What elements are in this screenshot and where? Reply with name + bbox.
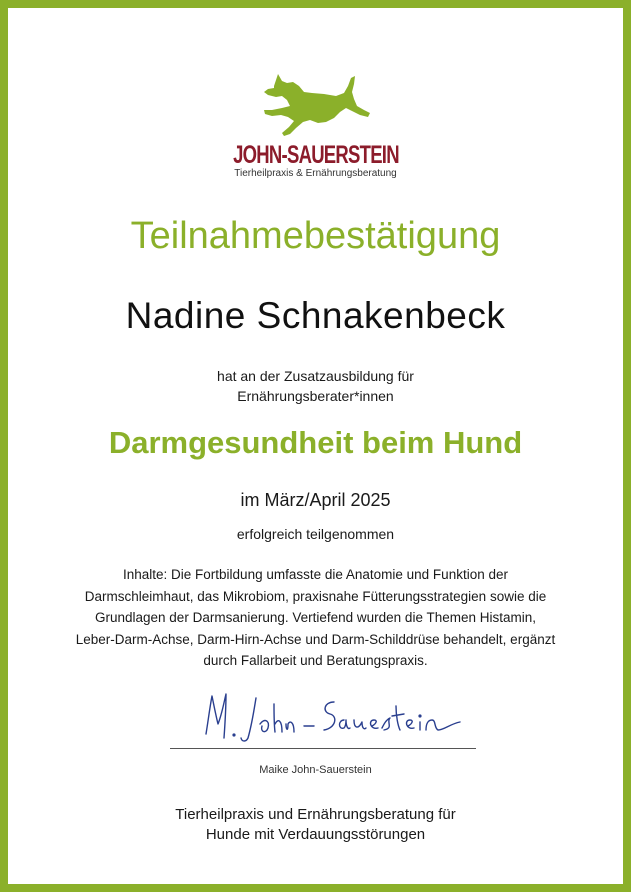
content-line: Darmschleimhaut, das Mikrobiom, praxisnahe Fütterungsstrategien sowie die — [84, 588, 547, 604]
footer-line: Hunde mit Verdauungsstörungen — [205, 826, 426, 843]
handwritten-signature — [198, 684, 468, 744]
leaping-dog-icon — [260, 66, 372, 140]
intro-line: hat an der Zusatzausbildung für — [217, 368, 414, 384]
content-line: Leber-Darm-Achse, Darm-Hirn-Achse und Darm-Schilddrüse behandelt, ergänzt — [75, 631, 556, 647]
content-line: durch Fallarbeit und Beratungspraxis. — [203, 653, 428, 668]
content-description — [48, 564, 583, 672]
course-title: Darmgesundheit beim Hund — [108, 425, 523, 460]
footer-line: Tierheilpraxis und Ernährungsberatung für — [175, 806, 456, 823]
intro-line: Ernährungsberater*innen — [237, 388, 394, 404]
success-text: erfolgreich teilgenommen — [236, 526, 395, 542]
recipient-name: Nadine Schnakenbeck — [125, 295, 506, 336]
logo-brand-name: JOHN-SAUERSTEIN — [232, 141, 399, 169]
logo-subtitle: Tierheilpraxis & Ernährungsberatung — [234, 168, 397, 179]
signature-line — [170, 748, 476, 749]
course-period: im März/April 2025 — [240, 490, 391, 510]
intro-text — [8, 366, 623, 406]
footer-text — [8, 805, 623, 845]
certificate-title: Teilnahmebestätigung — [130, 215, 501, 257]
content-line: Grundlagen der Darmsanierung. Vertiefend wurden die Themen Histamin, — [95, 610, 536, 625]
content-line: Inhalte: Die Fortbildung umfasste die Anatomie und Funktion der — [123, 567, 508, 582]
signatory-name: Maike John-Sauerstein — [259, 764, 372, 776]
logo — [8, 66, 623, 180]
